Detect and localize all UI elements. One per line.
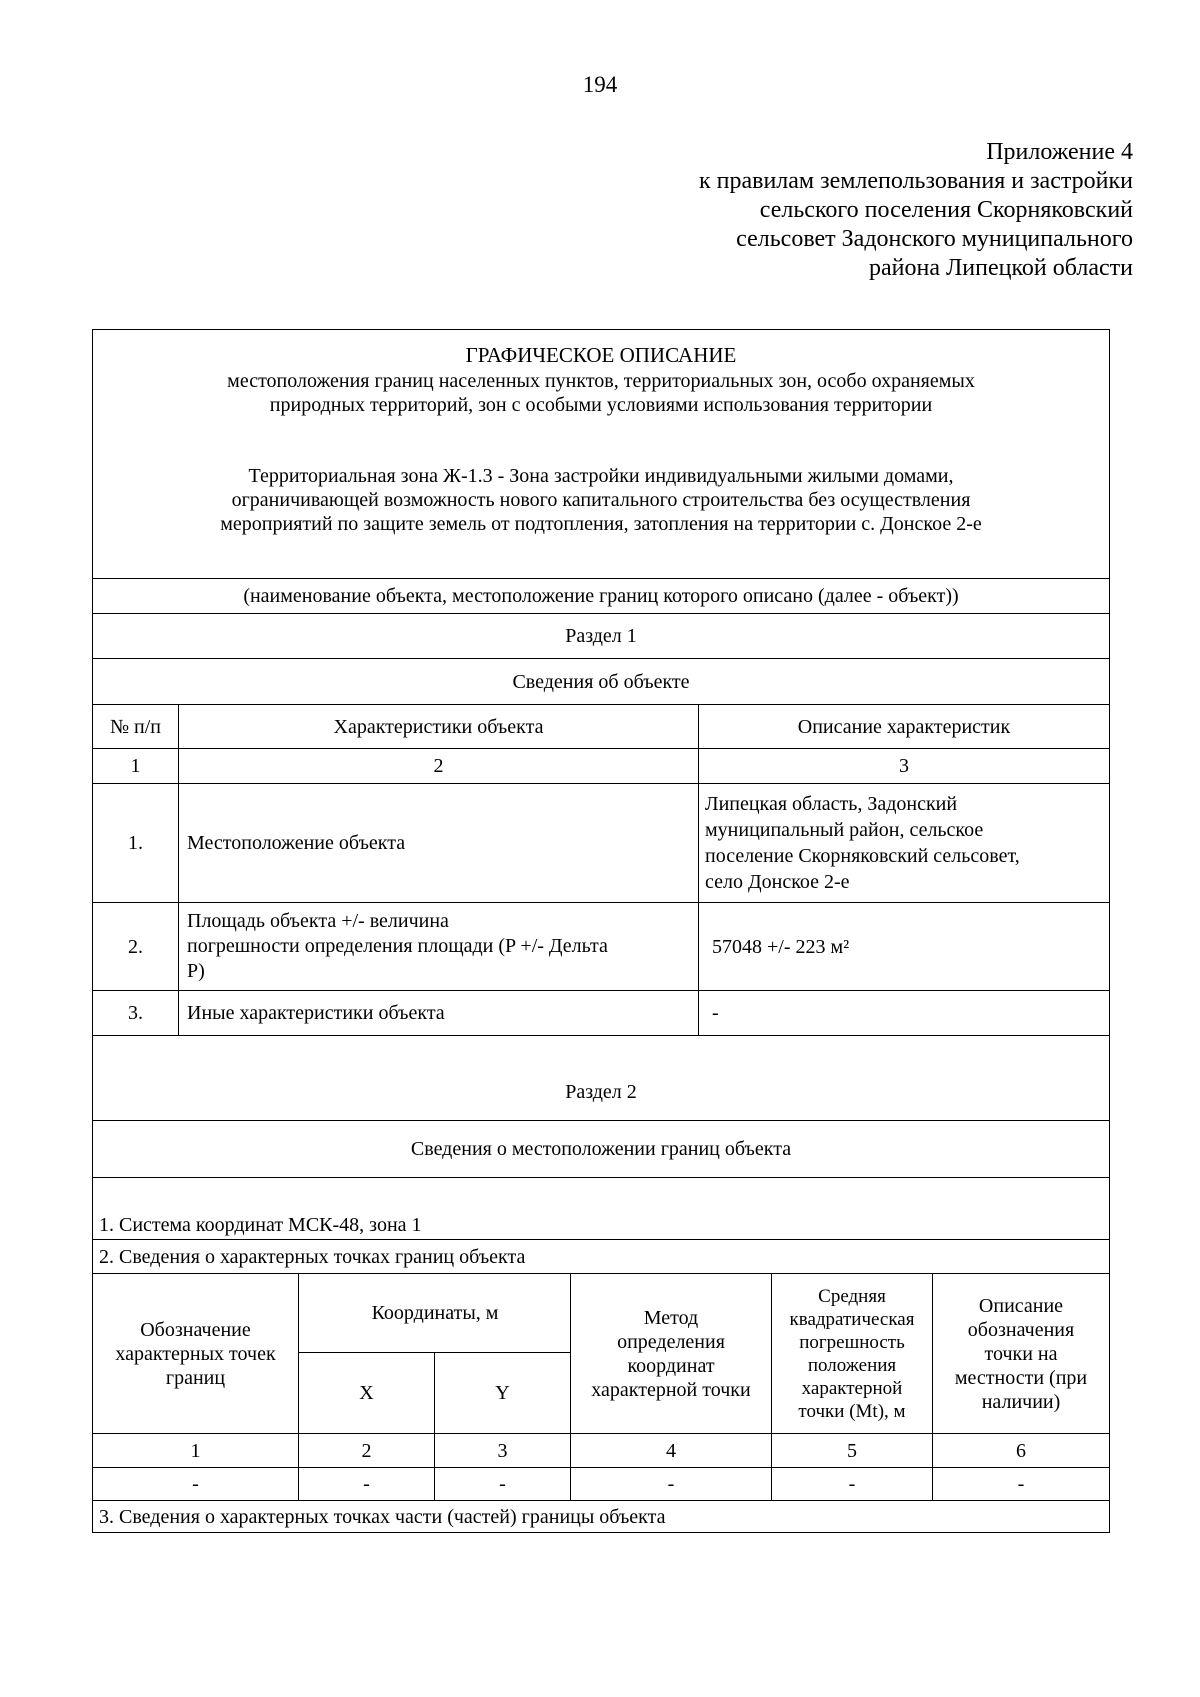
appendix-line: сельского поселения Скорняковский xyxy=(759,197,1133,223)
col-number: 1 xyxy=(190,1439,201,1462)
appendix-line: Приложение 4 xyxy=(986,139,1133,165)
characteristic-line: P) xyxy=(187,960,205,982)
description-line: село Донское 2-е xyxy=(705,871,850,893)
table-cell: - xyxy=(771,1468,932,1500)
characteristic-line: Площадь объекта +/- величина xyxy=(187,910,449,932)
header-line: точки на xyxy=(984,1342,1058,1365)
header-line: Метод xyxy=(643,1306,699,1329)
zone-line: мероприятий по защите земель от подтопления, затопления на территории с. Донское 2-е xyxy=(220,513,982,535)
col-number: 2 xyxy=(298,1434,434,1467)
description-line: Липецкая область, Задонский xyxy=(705,793,958,815)
header-line: Обозначение xyxy=(140,1318,251,1341)
header-line: обозначения xyxy=(967,1318,1075,1341)
col-coords-header: Координаты, м xyxy=(298,1274,571,1353)
header-line: наличии) xyxy=(981,1390,1061,1413)
description-cell xyxy=(698,991,1109,1035)
characteristic-cell xyxy=(178,903,698,990)
table-row xyxy=(93,784,1109,903)
title-block xyxy=(93,330,1109,579)
section1-colnum-row xyxy=(93,749,1109,784)
page-number: 194 xyxy=(582,72,618,97)
appendix-header xyxy=(493,138,1133,283)
appendix-line: района Липецкой области xyxy=(869,255,1133,281)
table-cell: - xyxy=(932,1468,1109,1500)
description-line: 57048 +/- 223 м² xyxy=(712,935,850,958)
header-line: характерных точек xyxy=(115,1342,276,1365)
col-number: 2 xyxy=(178,749,698,783)
subtitle-line: природных территорий, зон с особыми условиями использования территории xyxy=(269,394,933,416)
section1-subtitle: Сведения об объекте xyxy=(512,670,690,693)
characteristic-cell xyxy=(178,784,698,902)
zone-line: ограничивающей возможность нового капитального строительства без осуществления xyxy=(231,489,971,511)
part-points-heading-row xyxy=(93,1501,1109,1532)
table-cell: - xyxy=(570,1468,771,1500)
header-line: характерной точки xyxy=(591,1378,751,1401)
header-line: определения xyxy=(617,1330,725,1353)
header-line: положения xyxy=(807,1354,897,1376)
table-cell: - xyxy=(298,1468,434,1500)
table-cell: - xyxy=(192,1473,199,1495)
appendix-line: к правилам землепользования и застройки xyxy=(698,168,1133,194)
points-empty-row xyxy=(93,1468,1109,1501)
table-cell: - xyxy=(434,1468,570,1500)
col-number: 3 xyxy=(698,749,1109,783)
col-number: 4 xyxy=(570,1434,771,1467)
col-error-header xyxy=(771,1274,932,1433)
col-designation-header xyxy=(93,1274,298,1433)
characteristic-cell xyxy=(178,991,698,1035)
points-heading: 2. Сведения о характерных точках границ объекта xyxy=(99,1245,526,1268)
header-line: квадратическая xyxy=(789,1308,915,1330)
header-line: Описание xyxy=(978,1294,1064,1317)
section1-header-row xyxy=(93,705,1109,749)
header-line: координат xyxy=(627,1354,715,1377)
header-line: границ xyxy=(165,1366,226,1389)
col-num-header: № п/п xyxy=(109,715,162,738)
col-method-header xyxy=(570,1274,771,1433)
col-number: 1 xyxy=(130,755,141,777)
col-number: 5 xyxy=(771,1434,932,1467)
col-x-header: X xyxy=(298,1352,434,1434)
points-colnum-row xyxy=(93,1434,1109,1468)
col-description-header: Описание характеристик xyxy=(698,705,1109,748)
col-y-header: Y xyxy=(434,1352,570,1434)
points-heading-row xyxy=(93,1240,1109,1274)
header-line: местности (при xyxy=(954,1366,1088,1389)
row-number: 3. xyxy=(128,1002,143,1024)
section1-title: Раздел 1 xyxy=(565,625,637,647)
description-cell xyxy=(698,784,1109,902)
section2-title-row xyxy=(93,1036,1109,1121)
characteristic-line: Иные характеристики объекта xyxy=(187,1002,445,1024)
graphic-description-table xyxy=(92,329,1110,1533)
row-number: 2. xyxy=(128,935,143,958)
header-line: характерной xyxy=(801,1377,903,1399)
document-title: ГРАФИЧЕСКОЕ ОПИСАНИЕ xyxy=(465,343,737,367)
points-header-row xyxy=(93,1274,1109,1434)
object-caption-row xyxy=(93,579,1109,614)
zone-line: Территориальная зона Ж-1.3 - Зона застройки индивидуальными жилыми домами, xyxy=(248,465,954,487)
section1-title-row xyxy=(93,614,1109,659)
subtitle-line: местоположения границ населенных пунктов, территориальных зон, особо охраняемых xyxy=(227,370,975,392)
header-line: точки (Mt), м xyxy=(798,1400,906,1422)
section2-title: Раздел 2 xyxy=(565,1081,637,1103)
table-row xyxy=(93,991,1109,1036)
section1-subtitle-row xyxy=(93,659,1109,705)
characteristic-line: Местоположение объекта xyxy=(187,832,406,854)
zone-description xyxy=(93,464,1109,536)
section2-subtitle: Сведения о местоположении границ объекта xyxy=(410,1138,792,1160)
section2-subtitle-row xyxy=(93,1121,1109,1178)
col-characteristic-header: Характеристики объекта xyxy=(178,705,698,748)
header-line: погрешность xyxy=(799,1331,905,1353)
characteristic-line: погрешности определения площади (P +/- Дельта xyxy=(187,935,608,957)
description-line: поселение Скорняковский сельсовет, xyxy=(705,845,1020,867)
description-line: муниципальный район, сельское xyxy=(705,819,984,841)
col-number: 3 xyxy=(434,1434,570,1467)
col-number: 6 xyxy=(932,1434,1109,1467)
row-number: 1. xyxy=(128,832,143,854)
subtitle xyxy=(93,369,1109,417)
appendix-line: сельсовет Задонского муниципального xyxy=(736,226,1133,252)
header-line: Средняя xyxy=(818,1285,886,1307)
coord-system: 1. Система координат МСК-48, зона 1 xyxy=(99,1214,422,1236)
table-row xyxy=(93,903,1109,991)
description-line: - xyxy=(712,1002,719,1024)
object-caption: (наименование объекта, местоположение границ которого описано (далее - объект)) xyxy=(243,585,959,607)
part-points-heading: 3. Сведения о характерных точках части (частей) границы объекта xyxy=(99,1505,666,1528)
col-desc-header xyxy=(932,1274,1109,1433)
description-cell xyxy=(698,903,1109,990)
coord-system-row xyxy=(93,1178,1109,1240)
